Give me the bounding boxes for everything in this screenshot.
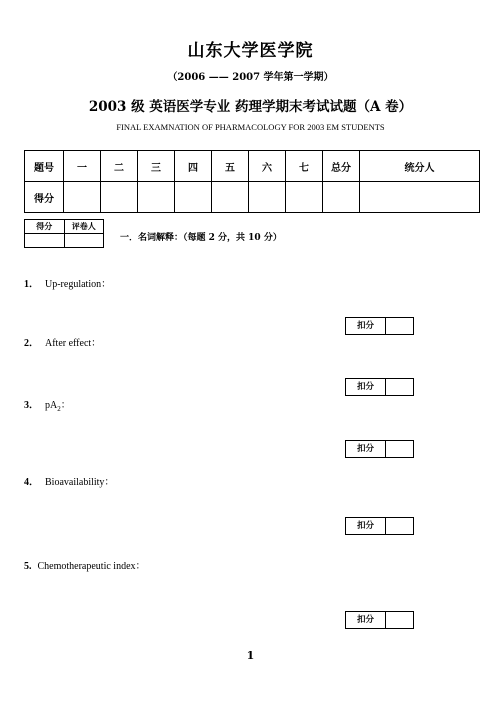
- question-number: 2．: [24, 338, 39, 349]
- score-input-cell[interactable]: [360, 182, 480, 213]
- score-header-cell: 三: [138, 151, 175, 182]
- question-item: [24, 473, 114, 488]
- question-text: Up-regulation：: [45, 279, 112, 290]
- question-text-base: pA: [45, 400, 58, 411]
- score-header-cell: 六: [249, 151, 286, 182]
- score-table: [24, 150, 480, 213]
- page-number: 1: [246, 649, 255, 662]
- deduct-label: 扣分: [346, 318, 386, 334]
- score-header-cell: 七: [286, 151, 323, 182]
- deduct-value-cell[interactable]: [386, 518, 413, 534]
- question-item: [24, 334, 101, 349]
- score-input-cell[interactable]: [249, 182, 286, 213]
- grader-score-cell[interactable]: [25, 234, 65, 248]
- deduct-value-cell[interactable]: [386, 441, 413, 457]
- document-title: 山东大学医学院: [187, 41, 314, 61]
- deduct-box: [345, 517, 414, 535]
- deduct-label: 扣分: [346, 441, 386, 457]
- exam-title: 2003 级 英语医学专业 药理学期末考试试题（A 卷）: [88, 99, 413, 115]
- question-number: 1．: [24, 279, 39, 290]
- score-input-cell[interactable]: [138, 182, 175, 213]
- grader-header-score: 得分: [25, 220, 65, 234]
- score-input-cell[interactable]: [212, 182, 249, 213]
- score-header-cell: 二: [101, 151, 138, 182]
- deduct-label: 扣分: [346, 379, 386, 395]
- question-text: After effect：: [45, 338, 102, 349]
- question-text: Bioavailability：: [45, 477, 115, 488]
- question-text: [45, 400, 71, 411]
- deduct-label: 扣分: [346, 612, 386, 628]
- question-number: 4．: [24, 477, 39, 488]
- question-item: [24, 557, 146, 572]
- score-input-cell[interactable]: [286, 182, 323, 213]
- question-item: [24, 396, 71, 413]
- score-header-cell: 统分人: [360, 151, 480, 182]
- academic-year: （2006 —— 2007 学年第一学期）: [167, 72, 334, 83]
- score-header-cell: 题号: [25, 151, 64, 182]
- question-text: Chemotherapeutic index：: [37, 561, 146, 572]
- question-number: 3．: [24, 400, 39, 411]
- deduct-value-cell[interactable]: [386, 612, 413, 628]
- deduct-box: [345, 611, 414, 629]
- score-table-header-row: [25, 151, 480, 182]
- deduct-box: [345, 317, 414, 335]
- deduct-box: [345, 378, 414, 396]
- grader-header-grader: 评卷人: [64, 220, 104, 234]
- score-header-cell: 五: [212, 151, 249, 182]
- question-item: [24, 275, 111, 290]
- grader-name-cell[interactable]: [64, 234, 104, 248]
- score-header-cell: 总分: [323, 151, 360, 182]
- score-input-cell[interactable]: [175, 182, 212, 213]
- score-input-cell[interactable]: [323, 182, 360, 213]
- section-heading: 一．名词解释：（每题 2 分，共 10 分）: [120, 233, 282, 243]
- english-title: FINAL EXAMNATION OF PHARMACOLOGY FOR 2003 EM STUDENTS: [116, 122, 385, 132]
- score-header-cell: 一: [64, 151, 101, 182]
- score-input-cell[interactable]: [64, 182, 101, 213]
- deduct-value-cell[interactable]: [386, 379, 413, 395]
- question-text-tail: ：: [60, 400, 71, 411]
- score-header-cell: 四: [175, 151, 212, 182]
- deduct-value-cell[interactable]: [386, 318, 413, 334]
- question-text-subscript: 2: [57, 405, 61, 413]
- deduct-box: [345, 440, 414, 458]
- deduct-label: 扣分: [346, 518, 386, 534]
- question-number: 5.: [24, 561, 32, 572]
- score-row-label: 得分: [25, 182, 64, 213]
- grader-table: [24, 219, 104, 248]
- score-table-score-row: [25, 182, 480, 213]
- score-input-cell[interactable]: [101, 182, 138, 213]
